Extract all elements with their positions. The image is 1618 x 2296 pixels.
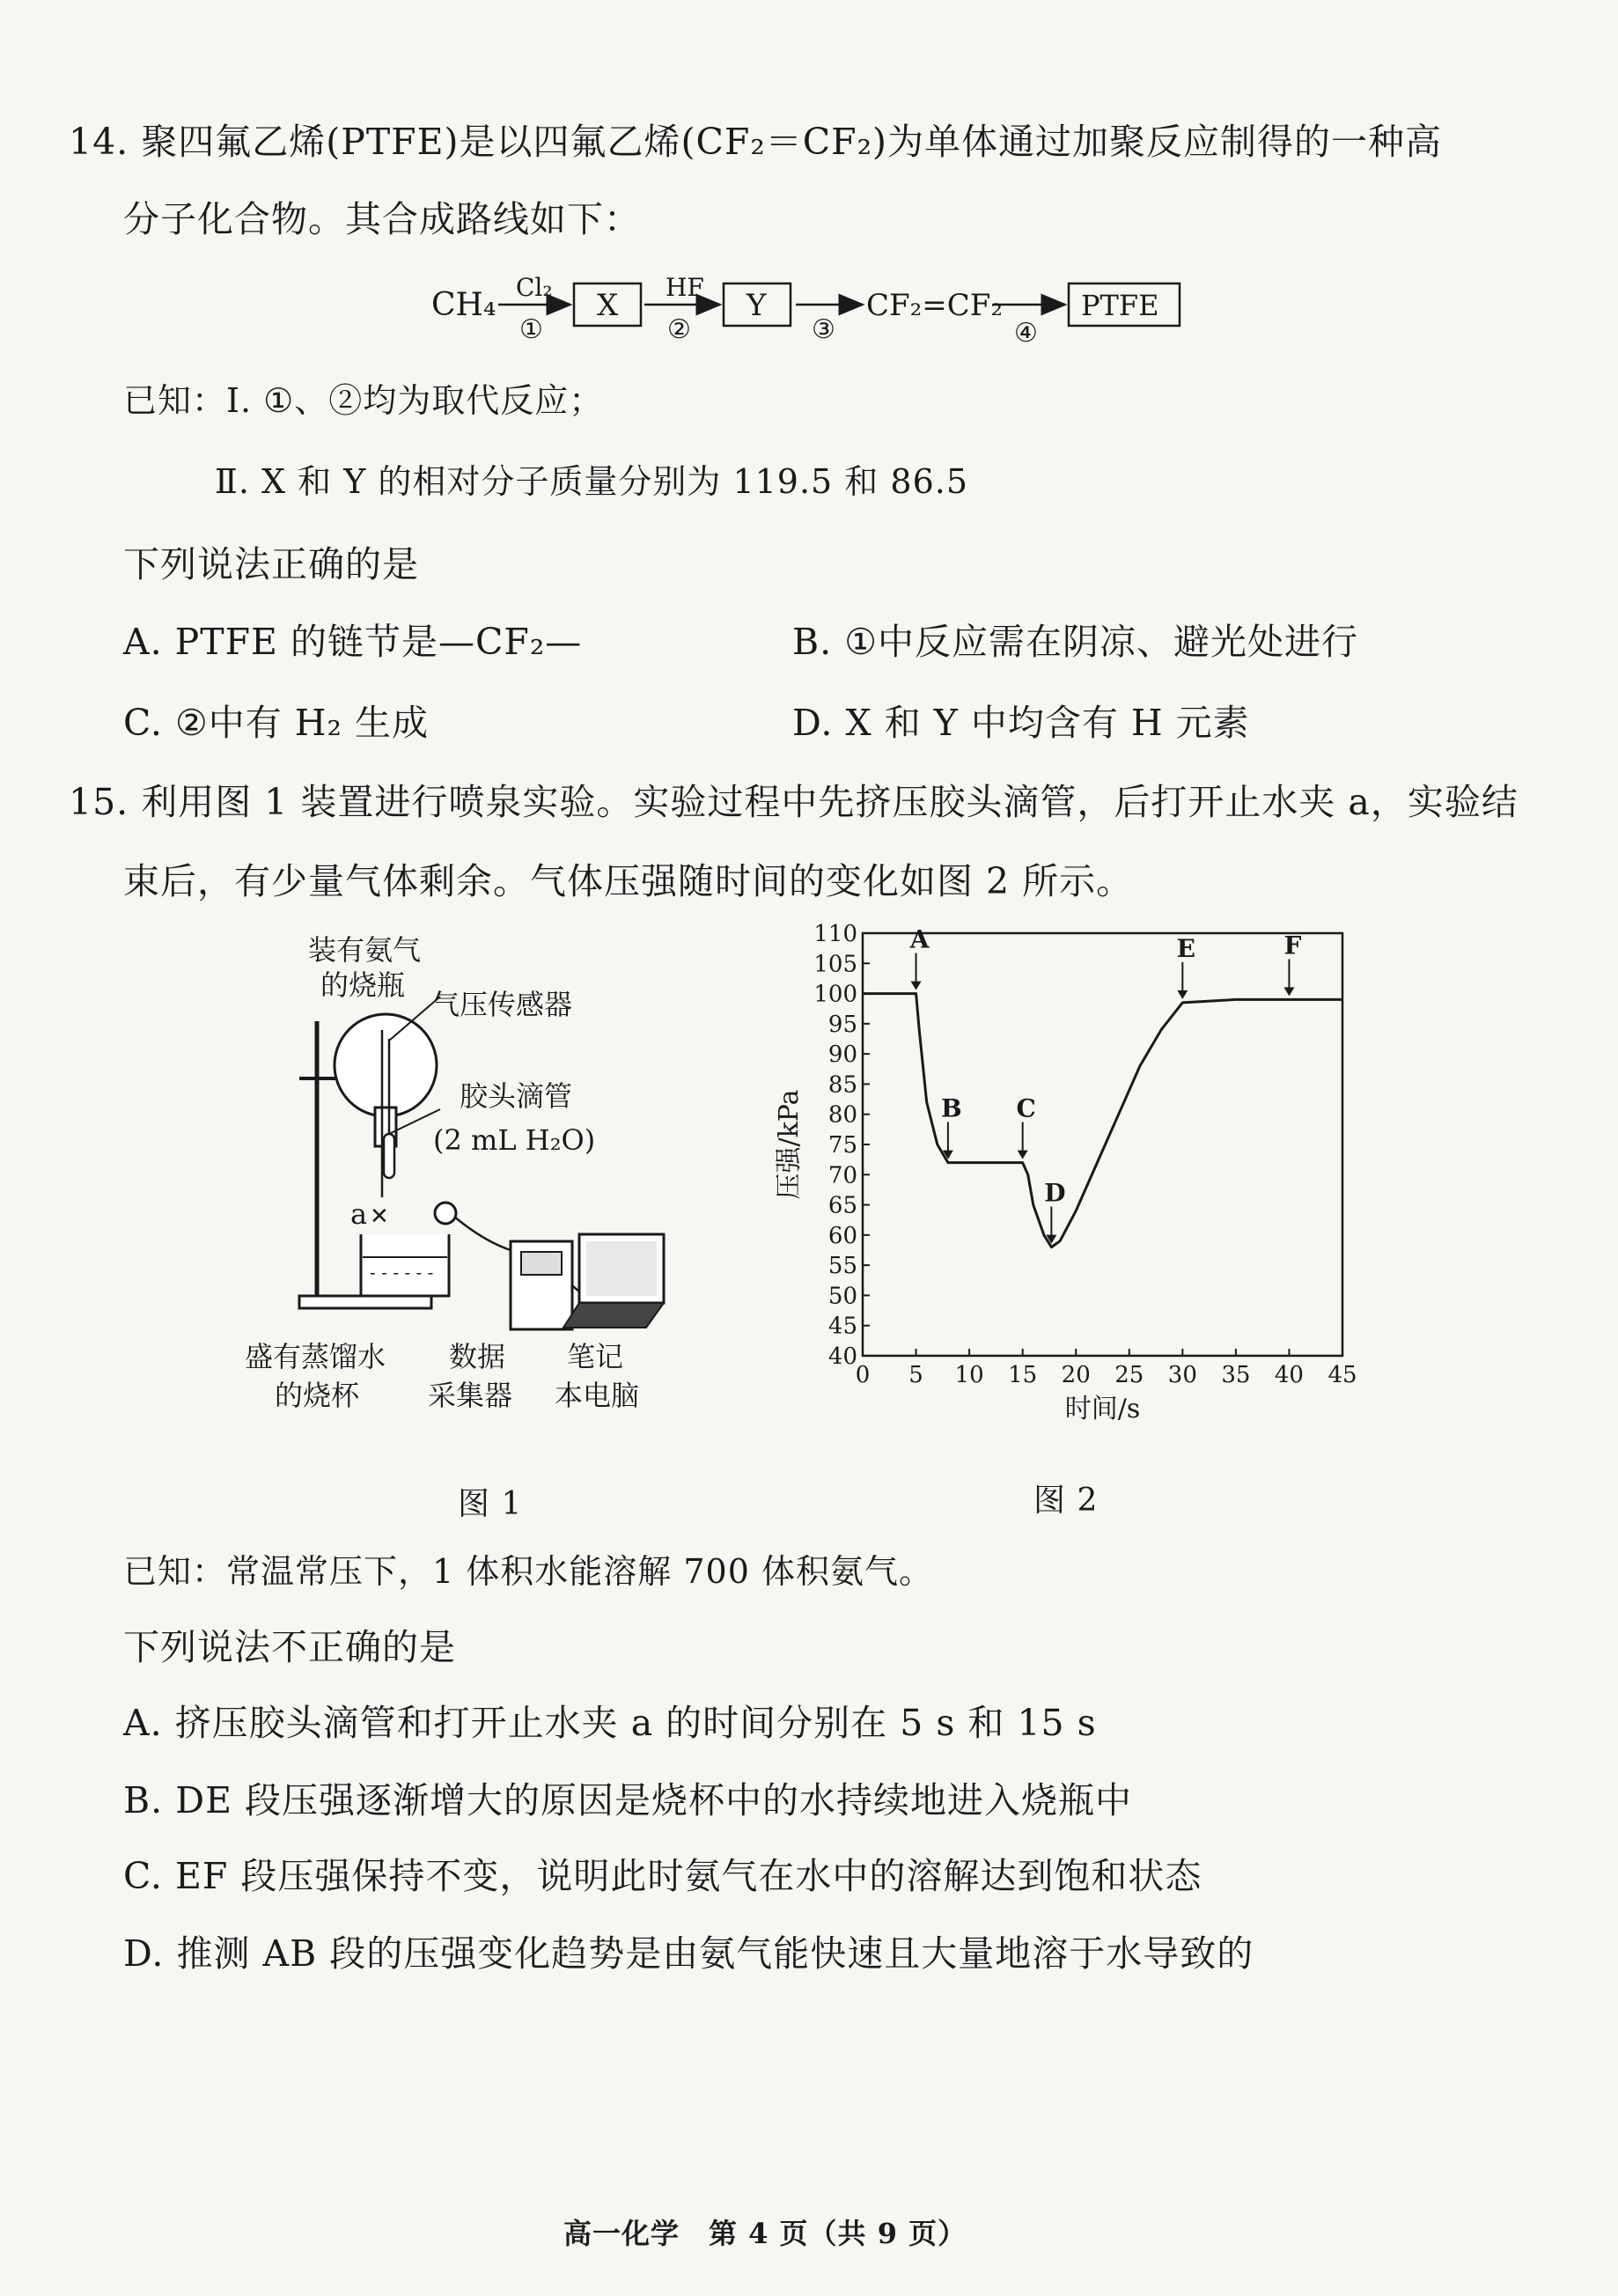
y-tick-label: 100 (813, 981, 857, 1008)
plot-frame (863, 933, 1342, 1356)
y-tick-label: 80 (827, 1101, 857, 1129)
annotation-label: D (1044, 1178, 1066, 1208)
annotation-label: F (1283, 931, 1302, 960)
q14-option-c: C. ②中有 H₂ 生成 (123, 702, 429, 744)
label-dropper-1: 胶头滴管 (460, 1079, 573, 1113)
label-dropper-2: (2 mL H₂O) (433, 1123, 596, 1157)
label-beaker-1: 盛有蒸馏水 (245, 1340, 386, 1373)
q15-option-a: A. 挤压胶头滴管和打开止水夹 a 的时间分别在 5 s 和 15 s (123, 1702, 1097, 1744)
fig2-chart (757, 916, 1373, 1426)
clamp-a-icon: ✕ (370, 1203, 389, 1230)
annotation-label: A (909, 924, 930, 954)
fig1-apparatus (229, 933, 687, 1426)
x-tick-label: 20 (1061, 1362, 1091, 1388)
fig2-caption: 图 2 (1033, 1483, 1099, 1519)
label-laptop-1: 笔记 (567, 1340, 624, 1373)
label-flask-2: 的烧瓶 (320, 968, 406, 1002)
route-product: PTFE (1081, 289, 1159, 322)
q15-stem-line1: 15. 利用图 1 装置进行喷泉实验。实验过程中先挤压胶头滴管，后打开止水夹 a，实验结 (69, 781, 1519, 823)
annotation-arrowhead (1177, 990, 1188, 999)
label-collector-2: 采集器 (428, 1379, 513, 1412)
flask (335, 1014, 437, 1116)
y-tick-label: 40 (827, 1343, 857, 1370)
route-y: Y (746, 288, 767, 323)
label-beaker-2: 的烧杯 (275, 1379, 360, 1412)
x-tick-label: 25 (1114, 1362, 1144, 1388)
q14-stem-line1: 14. 聚四氟乙烯(PTFE)是以四氟乙烯(CF₂＝CF₂)为单体通过加聚反应制得的一种高 (69, 121, 1443, 163)
y-tick-label: 45 (827, 1313, 857, 1340)
route-step4: ④ (1014, 318, 1038, 349)
y-tick-label: 85 (827, 1071, 857, 1099)
pressure-curve (863, 994, 1342, 1247)
q15-option-b: B. DE 段压强逐渐增大的原因是烧杯中的水持续地进入烧瓶中 (123, 1779, 1133, 1821)
annotation-label: C (1016, 1093, 1036, 1123)
label-sensor: 气压传感器 (431, 988, 573, 1021)
q15-prompt: 下列说法不正确的是 (123, 1626, 456, 1668)
route-step1: ① (519, 314, 543, 345)
annotation-label: E (1176, 933, 1196, 963)
route-step2: ② (667, 314, 691, 345)
annotation-arrowhead (1018, 1151, 1028, 1159)
route-x: X (597, 288, 619, 323)
q14-option-d: D. X 和 Y 中均含有 H 元素 (792, 702, 1250, 744)
y-tick-label: 90 (827, 1041, 857, 1069)
y-tick-label: 110 (813, 921, 857, 947)
stand-base (299, 1296, 431, 1308)
sensor-plug (435, 1203, 456, 1224)
fig1-caption: 图 1 (458, 1486, 523, 1522)
y-tick-label: 105 (813, 951, 857, 978)
q15-option-d: D. 推测 AB 段的压强变化趋势是由氨气能快速且大量地溶于水导致的 (123, 1932, 1254, 1975)
q14-option-b: B. ①中反应需在阴凉、避光处进行 (792, 621, 1358, 663)
q15-known: 已知：常温常压下，1 体积水能溶解 700 体积氨气。 (123, 1552, 933, 1591)
y-tick-label: 50 (827, 1283, 857, 1310)
annotation-label: B (941, 1093, 962, 1123)
laptop-base (563, 1303, 664, 1328)
y-tick-label: 70 (827, 1162, 857, 1189)
route-step3: ③ (812, 314, 835, 345)
x-tick-label: 35 (1221, 1362, 1251, 1388)
x-tick-label: 40 (1274, 1362, 1304, 1388)
synthesis-route (423, 264, 1197, 361)
label-collector-1: 数据 (449, 1340, 506, 1373)
q14-option-a: A. PTFE 的链节是—CF₂— (123, 621, 583, 663)
q14-known-2: Ⅱ. X 和 Y 的相对分子质量分别为 119.5 和 86.5 (215, 462, 968, 501)
dropper-bulb (384, 1134, 394, 1178)
route-reagent1: Cl₂ (516, 273, 553, 302)
annotation-arrowhead (1283, 987, 1294, 996)
y-tick-label: 55 (827, 1253, 857, 1280)
route-reagent2: HF (666, 273, 704, 302)
y-tick-label: 95 (827, 1011, 857, 1038)
q15-stem-line2: 束后，有少量气体剩余。气体压强随时间的变化如图 2 所示。 (123, 860, 1134, 902)
y-axis-label: 压强/kPa (774, 1089, 805, 1200)
q14-prompt: 下列说法正确的是 (123, 543, 419, 585)
route-start: CH₄ (431, 287, 496, 323)
svg-text:- - - - - -: - - - - - - (370, 1262, 434, 1283)
y-tick-label: 65 (827, 1192, 857, 1219)
y-tick-label: 75 (827, 1132, 857, 1159)
label-laptop-2: 本电脑 (555, 1379, 640, 1412)
clamp-a-label: a (350, 1197, 368, 1231)
x-tick-label: 0 (855, 1362, 871, 1388)
x-tick-label: 10 (954, 1362, 984, 1388)
route-monomer: CF₂=CF₂ (866, 288, 1003, 323)
q14-known-1: 已知：Ⅰ. ①、②均为取代反应； (123, 381, 604, 420)
y-tick-label: 60 (827, 1222, 857, 1249)
page-footer: 高一化学 第 4 页（共 9 页） (563, 2217, 967, 2250)
label-flask-1: 装有氨气 (308, 933, 422, 967)
x-tick-label: 15 (1008, 1362, 1038, 1388)
x-axis-label: 时间/s (1064, 1394, 1141, 1424)
q15-option-c: C. EF 段压强保持不变，说明此时氨气在水中的溶解达到饱和状态 (123, 1855, 1202, 1897)
q14-stem-line2: 分子化合物。其合成路线如下： (123, 198, 641, 240)
x-tick-label: 45 (1327, 1362, 1357, 1388)
annotation-arrowhead (911, 982, 922, 990)
x-tick-label: 30 (1167, 1362, 1197, 1388)
x-tick-label: 5 (908, 1362, 923, 1388)
